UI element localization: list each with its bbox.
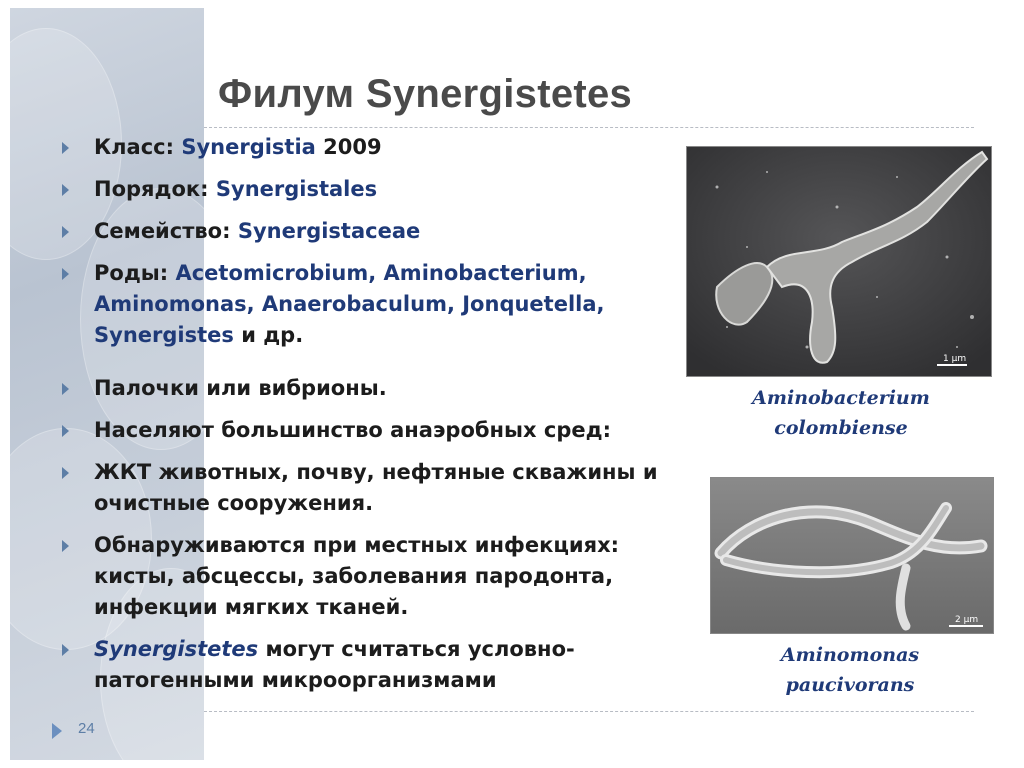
list-item: [62, 174, 702, 205]
list-item: [62, 373, 702, 404]
bullet-text: ЖКТ животных, почву, нефтяные скважины и очистные сооружения.: [94, 460, 658, 515]
list-item: [62, 216, 702, 247]
list-item: [62, 634, 654, 696]
bullet-label: Порядок:: [94, 177, 209, 201]
list-item: [62, 415, 702, 446]
bullet-arrow-icon: [62, 268, 69, 280]
bullet-label: Семейство:: [94, 219, 231, 243]
bullet-suffix: 2009: [323, 135, 382, 159]
list-item: [62, 457, 694, 519]
bullet-arrow-icon: [62, 540, 69, 552]
caption-line: Aminobacterium: [752, 387, 930, 409]
bullet-label: Класс:: [94, 135, 175, 159]
bullet-arrow-icon: [62, 425, 69, 437]
image-caption: [720, 640, 980, 700]
list-item: [62, 258, 669, 351]
bullet-text: Населяют большинство анаэробных сред:: [94, 418, 611, 442]
caption-line: paucivorans: [785, 674, 915, 696]
bullet-text: Палочки или вибрионы.: [94, 376, 387, 400]
slide-title: Филум Synergistetes: [218, 72, 633, 116]
bullet-arrow-icon: [62, 184, 69, 196]
taxon-name: Synergistetes: [94, 637, 259, 661]
bullet-text: Обнаруживаются при местных инфекциях: кисты, абсцессы, заболевания пародонта, инфекции мягких тканей.: [94, 533, 620, 619]
taxon-name: Acetomicrobium, Aminobacterium, Aminomonas, Anaerobaculum, Jonquetella, Synergistes: [94, 261, 605, 347]
bullet-label: Роды:: [94, 261, 169, 285]
bullet-arrow-icon: [62, 644, 69, 656]
bullet-arrow-icon: [62, 226, 69, 238]
scale-bar-label: 2 µm: [955, 615, 979, 625]
list-item: [62, 530, 684, 623]
bullet-arrow-icon: [62, 467, 69, 479]
bullet-list: [62, 132, 702, 707]
bullet-text: могут считаться условно-патогенными микроорганизмами: [94, 637, 575, 692]
bullet-suffix: и др.: [241, 323, 304, 347]
taxon-name: Synergistales: [215, 177, 378, 201]
slide-number: 24: [78, 720, 95, 737]
micrograph-image: [686, 146, 992, 377]
title-divider: [204, 127, 974, 128]
slide-nav-arrow-icon: [52, 723, 62, 739]
bullet-arrow-icon: [62, 142, 69, 154]
taxon-name: Synergistia: [181, 135, 316, 159]
micrograph-image: [710, 477, 994, 634]
scale-bar-label: 1 µm: [943, 354, 967, 364]
caption-line: Aminomonas: [780, 644, 920, 666]
bullet-arrow-icon: [62, 383, 69, 395]
list-item: [62, 132, 702, 163]
image-caption: [716, 383, 966, 443]
caption-line: colombiense: [774, 417, 908, 439]
taxon-name: Synergistaceae: [237, 219, 421, 243]
footer-divider: [204, 711, 974, 712]
